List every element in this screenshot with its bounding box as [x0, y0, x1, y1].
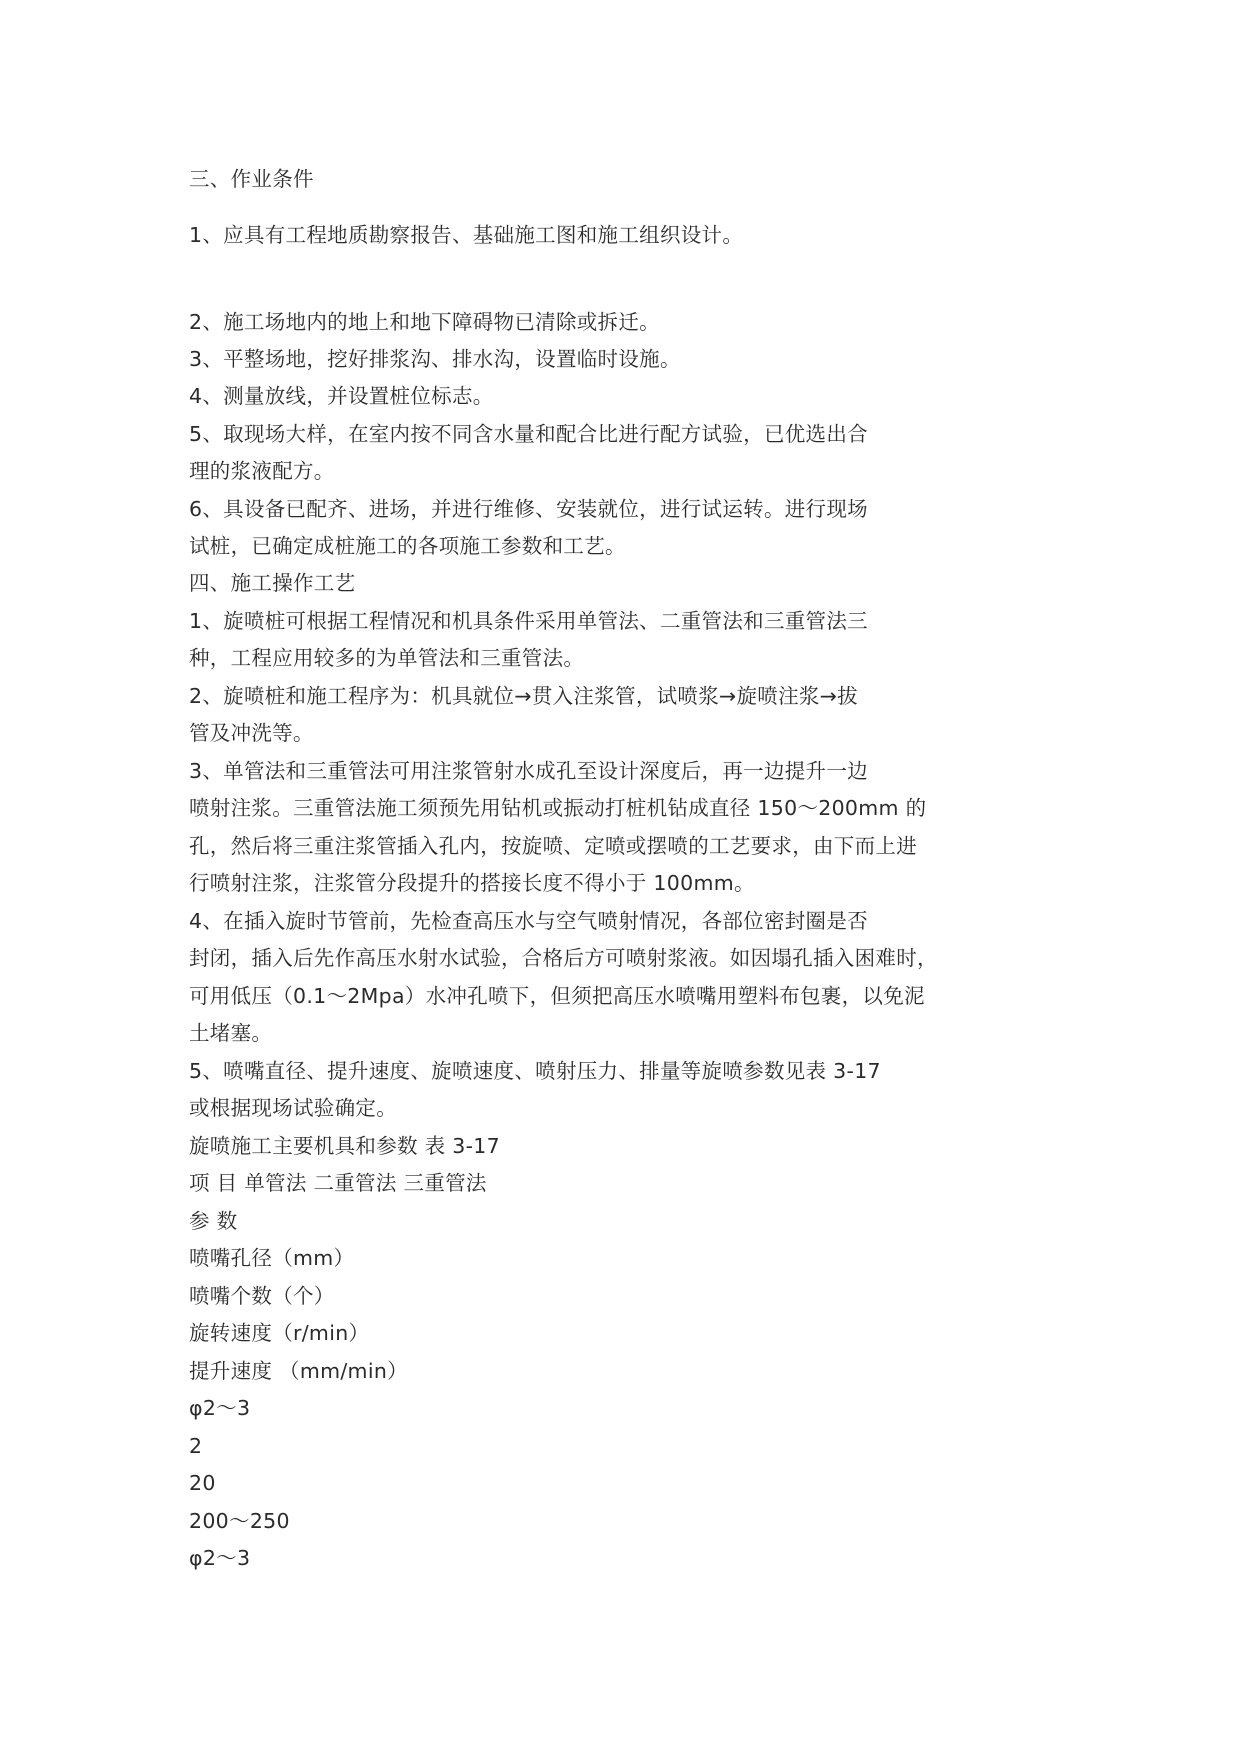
paragraph-line: 5、喷嘴直径、提升速度、旋喷速度、喷射压力、排量等旋喷参数见表 3-17 [189, 1059, 881, 1083]
paragraph-line: 1、应具有工程地质勘察报告、基础施工图和施工组织设计。 [189, 223, 744, 247]
paragraph-line: 行喷射注浆，注浆管分段提升的搭接长度不得小于 100mm。 [189, 871, 755, 895]
table-cell: 旋转速度（r/min） [189, 1321, 370, 1345]
table-cell: 参 数 [189, 1209, 238, 1233]
paragraph-line: 可用低压（0.1～2Mpa）水冲孔喷下，但须把高压水喷嘴用塑料布包裹，以免泥 [189, 984, 925, 1008]
paragraph-line: 或根据现场试验确定。 [189, 1096, 397, 1120]
paragraph-line: 土堵塞。 [189, 1021, 273, 1045]
paragraph-line: 理的浆液配方。 [189, 459, 335, 483]
table-cell: φ2～3 [189, 1396, 251, 1420]
table-cell: 喷嘴孔径（mm） [189, 1246, 355, 1270]
paragraph-line: 3、单管法和三重管法可用注浆管射水成孔至设计深度后，再一边提升一边 [189, 759, 868, 783]
paragraph-line: 管及冲洗等。 [189, 721, 314, 745]
paragraph-line: 4、测量放线，并设置桩位标志。 [189, 384, 494, 408]
paragraph-line: 种，工程应用较多的为单管法和三重管法。 [189, 646, 585, 670]
paragraph-line: 封闭，插入后先作高压水射水试验，合格后方可喷射浆液。如因塌孔插入困难时， [189, 946, 938, 970]
section-heading-operation-process: 四、施工操作工艺 [189, 571, 356, 595]
paragraph-line: 3、平整场地，挖好排浆沟、排水沟，设置临时设施。 [189, 347, 681, 371]
table-cell: 20 [189, 1471, 216, 1495]
table-cell: φ2～3 [189, 1546, 251, 1570]
paragraph-line: 6、具设备已配齐、进场，并进行维修、安装就位，进行试运转。进行现场 [189, 497, 868, 521]
paragraph-line: 试桩，已确定成桩施工的各项施工参数和工艺。 [189, 534, 626, 558]
paragraph-line: 2、施工场地内的地上和地下障碍物已清除或拆迁。 [189, 310, 660, 334]
table-cell: 提升速度 （mm/min） [189, 1359, 408, 1383]
paragraph-line: 孔，然后将三重注浆管插入孔内，按旋喷、定喷或摆喷的工艺要求，由下而上进 [189, 834, 917, 858]
table-cell: 喷嘴个数（个） [189, 1284, 335, 1308]
table-caption: 旋喷施工主要机具和参数 表 3-17 [189, 1134, 500, 1158]
table-header-row: 项 目 单管法 二重管法 三重管法 [189, 1171, 487, 1195]
section-heading-work-conditions: 三、作业条件 [189, 167, 314, 191]
paragraph-line: 2、旋喷桩和施工程序为：机具就位→贯入注浆管，试喷浆→旋喷注浆→拔 [189, 684, 858, 708]
paragraph-line: 1、旋喷桩可根据工程情况和机具条件采用单管法、二重管法和三重管法三 [189, 609, 868, 633]
table-cell: 200～250 [189, 1509, 290, 1533]
paragraph-line: 5、取现场大样，在室内按不同含水量和配合比进行配方试验，已优选出合 [189, 422, 868, 446]
table-cell: 2 [189, 1434, 203, 1458]
paragraph-line: 4、在插入旋时节管前，先检查高压水与空气喷射情况，各部位密封圈是否 [189, 909, 868, 933]
paragraph-line: 喷射注浆。三重管法施工须预先用钻机或振动打桩机钻成直径 150～200mm 的 [189, 796, 927, 820]
